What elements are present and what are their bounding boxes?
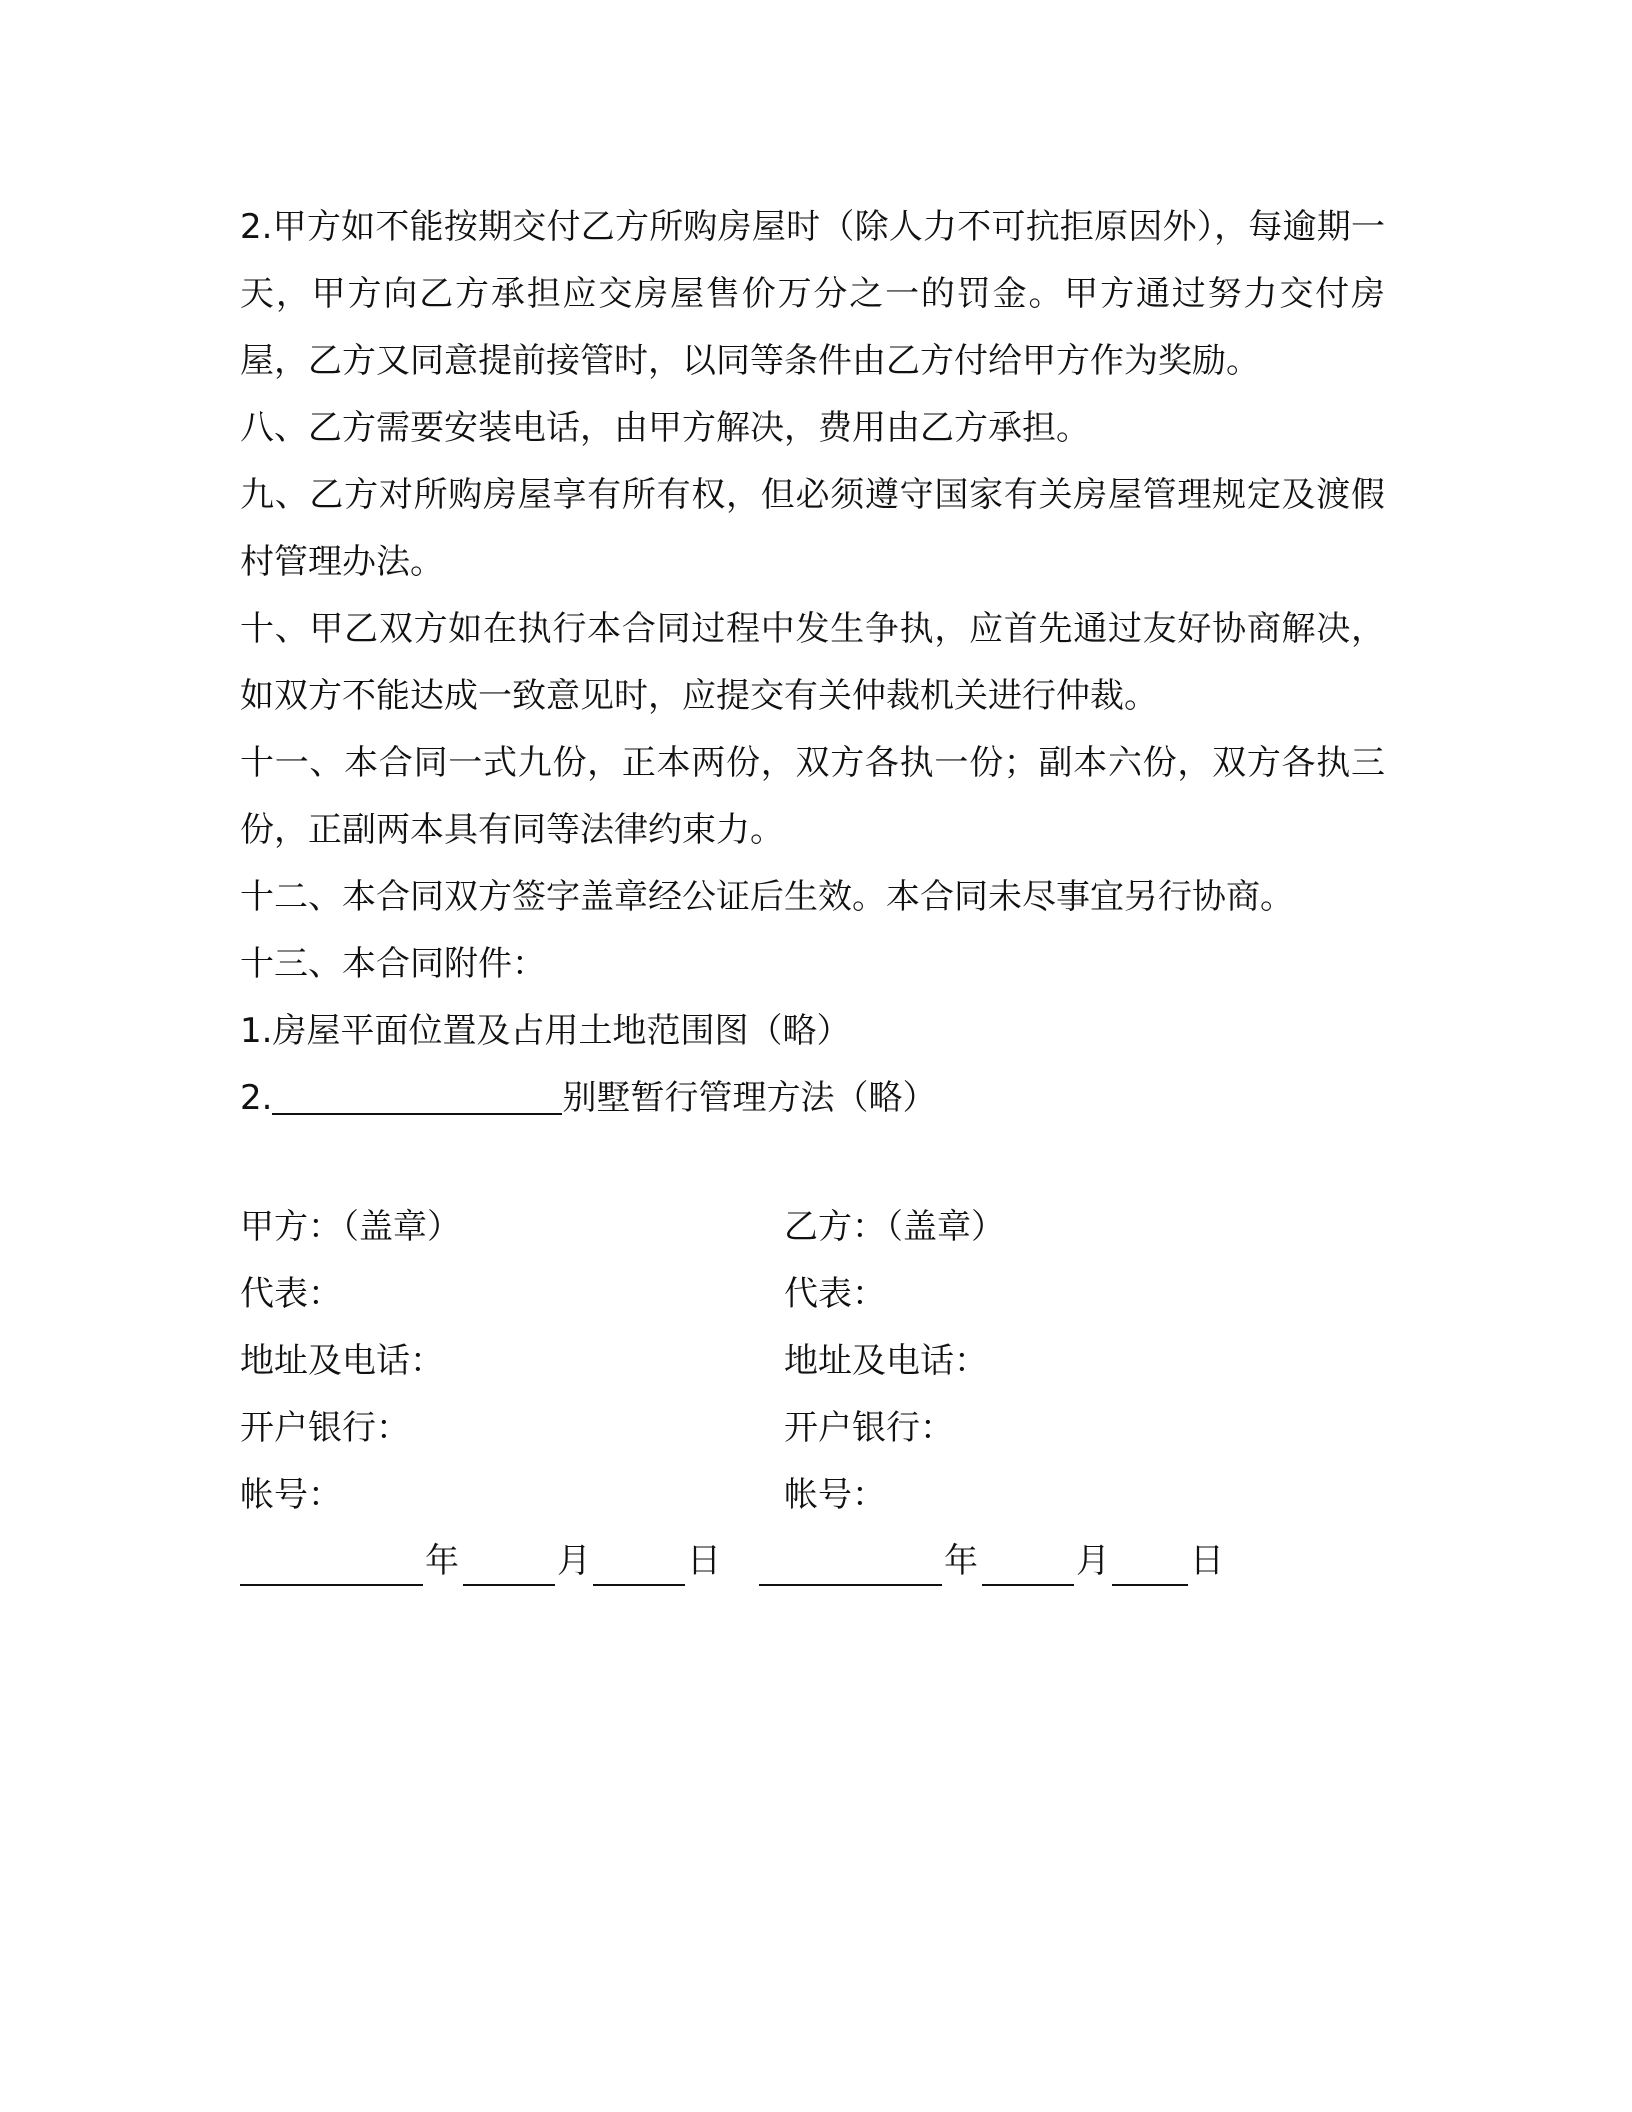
month-blank (982, 1584, 1074, 1586)
contract-body (240, 194, 1385, 1132)
day-label: 日 (687, 1541, 721, 1581)
signature-row (240, 1462, 1385, 1529)
attachment-suffix: 别墅暂行管理方法（略） (562, 1078, 937, 1118)
party-a-address-phone: 地址及电话： (240, 1341, 444, 1381)
year-blank (240, 1584, 423, 1586)
party-b-seal: 乙方：（盖章） (784, 1207, 1005, 1247)
date-row (240, 1528, 1385, 1595)
fill-in-blank (272, 1077, 562, 1115)
clause-paragraph: 十一、本合同一式九份，正本两份，双方各执一份；副本六份，双方各执三份，正副两本具有同等法律约束力。 (240, 743, 1385, 850)
clause-paragraph: 十二、本合同双方签字盖章经公证后生效。本合同未尽事宜另行协商。 (240, 877, 1294, 917)
clause-paragraph: 2.甲方如不能按期交付乙方所购房屋时（除人力不可抗拒原因外），每逾期一天，甲方向乙方承担应交房屋售价万分之一的罚金。甲方通过努力交付房屋，乙方又同意提前接管时，以同等条件由乙方付给甲方作为奖励。 (240, 207, 1385, 381)
signature-row (240, 1261, 1385, 1328)
signature-row (240, 1328, 1385, 1395)
clause-paragraph: 九、乙方对所购房屋享有所有权，但必须遵守国家有关房屋管理规定及渡假村管理办法。 (240, 475, 1385, 582)
day-blank (593, 1584, 685, 1586)
party-a-account: 帐号： (240, 1475, 342, 1515)
attachment-prefix: 2. (240, 1078, 273, 1118)
clause-paragraph: 八、乙方需要安装电话，由甲方解决，费用由乙方承担。 (240, 408, 1090, 448)
party-a-representative: 代表： (240, 1274, 342, 1314)
month-label: 月 (557, 1541, 591, 1581)
year-blank (759, 1584, 942, 1586)
attachment-item: 1.房屋平面位置及占用土地范围图（略） (240, 1011, 851, 1051)
party-a-seal: 甲方：（盖章） (240, 1207, 461, 1247)
day-blank (1112, 1584, 1188, 1586)
party-b-address-phone: 地址及电话： (784, 1341, 988, 1381)
year-label: 年 (425, 1541, 459, 1581)
clause-paragraph: 十、甲乙双方如在执行本合同过程中发生争执，应首先通过友好协商解决，如双方不能达成一致意见时，应提交有关仲裁机关进行仲裁。 (240, 609, 1385, 716)
month-label: 月 (1076, 1541, 1110, 1581)
signature-block (240, 1194, 1385, 1529)
attachment-item-2 (240, 1065, 1385, 1132)
party-a-bank: 开户银行： (240, 1408, 410, 1448)
month-blank (463, 1584, 555, 1586)
clause-paragraph: 十三、本合同附件： (240, 944, 546, 984)
party-b-account: 帐号： (784, 1475, 886, 1515)
day-label: 日 (1190, 1541, 1224, 1581)
signature-row (240, 1395, 1385, 1462)
party-b-bank: 开户银行： (784, 1408, 954, 1448)
year-label: 年 (944, 1541, 978, 1581)
signature-row (240, 1194, 1385, 1261)
party-b-representative: 代表： (784, 1274, 886, 1314)
